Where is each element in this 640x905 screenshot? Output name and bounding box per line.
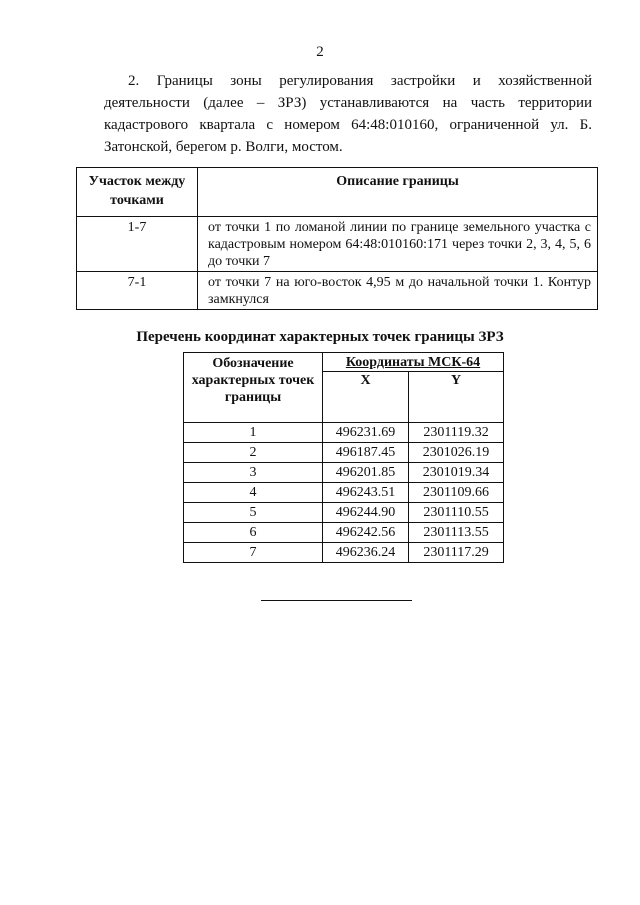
point-cell: 5 bbox=[184, 503, 323, 523]
x-cell: 496236.24 bbox=[323, 543, 409, 563]
designation-header: Обозначение характерных точек границы bbox=[184, 353, 323, 423]
page-number: 2 bbox=[316, 44, 324, 60]
body-paragraph: 2. Границы зоны регулирования застройки и хозяйственной деятельности (далее – ЗРЗ) устанавливаются на часть территории кадастрового квартала с номером 64:48:010160, ограниченной ул. Б. Затонской, берегом р. Волги, мостом. bbox=[104, 73, 592, 155]
table-row bbox=[184, 523, 504, 543]
coordinates-title: Перечень координат характерных точек границы ЗРЗ bbox=[136, 329, 504, 345]
table-row bbox=[184, 423, 504, 443]
description-cell: от точки 1 по ломаной линии по границе земельного участка с кадастровым номером 64:48:010160:171 через точки 2, 3, 4, 5, 6 до точки 7 bbox=[198, 217, 598, 272]
x-cell: 496243.51 bbox=[323, 483, 409, 503]
point-cell: 4 bbox=[184, 483, 323, 503]
point-cell: 7 bbox=[184, 543, 323, 563]
y-cell: 2301110.55 bbox=[409, 503, 504, 523]
table-header-row bbox=[184, 353, 504, 372]
table-row bbox=[184, 443, 504, 463]
closing-rule bbox=[261, 600, 412, 601]
coordinates-table bbox=[183, 352, 504, 563]
y-cell: 2301026.19 bbox=[409, 443, 504, 463]
point-cell: 2 bbox=[184, 443, 323, 463]
description-cell: от точки 7 на юго-восток 4,95 м до начальной точки 1. Контур замкнулся bbox=[198, 272, 598, 310]
table-header-row bbox=[77, 168, 598, 217]
coordinates-header bbox=[323, 353, 504, 372]
x-cell: 496201.85 bbox=[323, 463, 409, 483]
y-cell: 2301113.55 bbox=[409, 523, 504, 543]
x-header: X bbox=[323, 372, 409, 423]
segment-cell: 1-7 bbox=[77, 217, 198, 272]
segment-header: Участок между точками bbox=[77, 168, 198, 217]
y-header: Y bbox=[409, 372, 504, 423]
table-row bbox=[184, 483, 504, 503]
boundary-description-table bbox=[76, 167, 598, 310]
y-cell: 2301117.29 bbox=[409, 543, 504, 563]
x-cell: 496187.45 bbox=[323, 443, 409, 463]
y-cell: 2301019.34 bbox=[409, 463, 504, 483]
description-header: Описание границы bbox=[198, 168, 598, 217]
x-cell: 496244.90 bbox=[323, 503, 409, 523]
table-row bbox=[184, 463, 504, 483]
table-row bbox=[77, 217, 598, 272]
table-row bbox=[184, 543, 504, 563]
x-cell: 496231.69 bbox=[323, 423, 409, 443]
coordinates-header-label: Координаты МСК-64 bbox=[345, 355, 481, 370]
y-cell: 2301119.32 bbox=[409, 423, 504, 443]
y-cell: 2301109.66 bbox=[409, 483, 504, 503]
x-cell: 496242.56 bbox=[323, 523, 409, 543]
point-cell: 3 bbox=[184, 463, 323, 483]
point-cell: 1 bbox=[184, 423, 323, 443]
segment-cell: 7-1 bbox=[77, 272, 198, 310]
point-cell: 6 bbox=[184, 523, 323, 543]
table-row bbox=[77, 272, 598, 310]
table-row bbox=[184, 503, 504, 523]
